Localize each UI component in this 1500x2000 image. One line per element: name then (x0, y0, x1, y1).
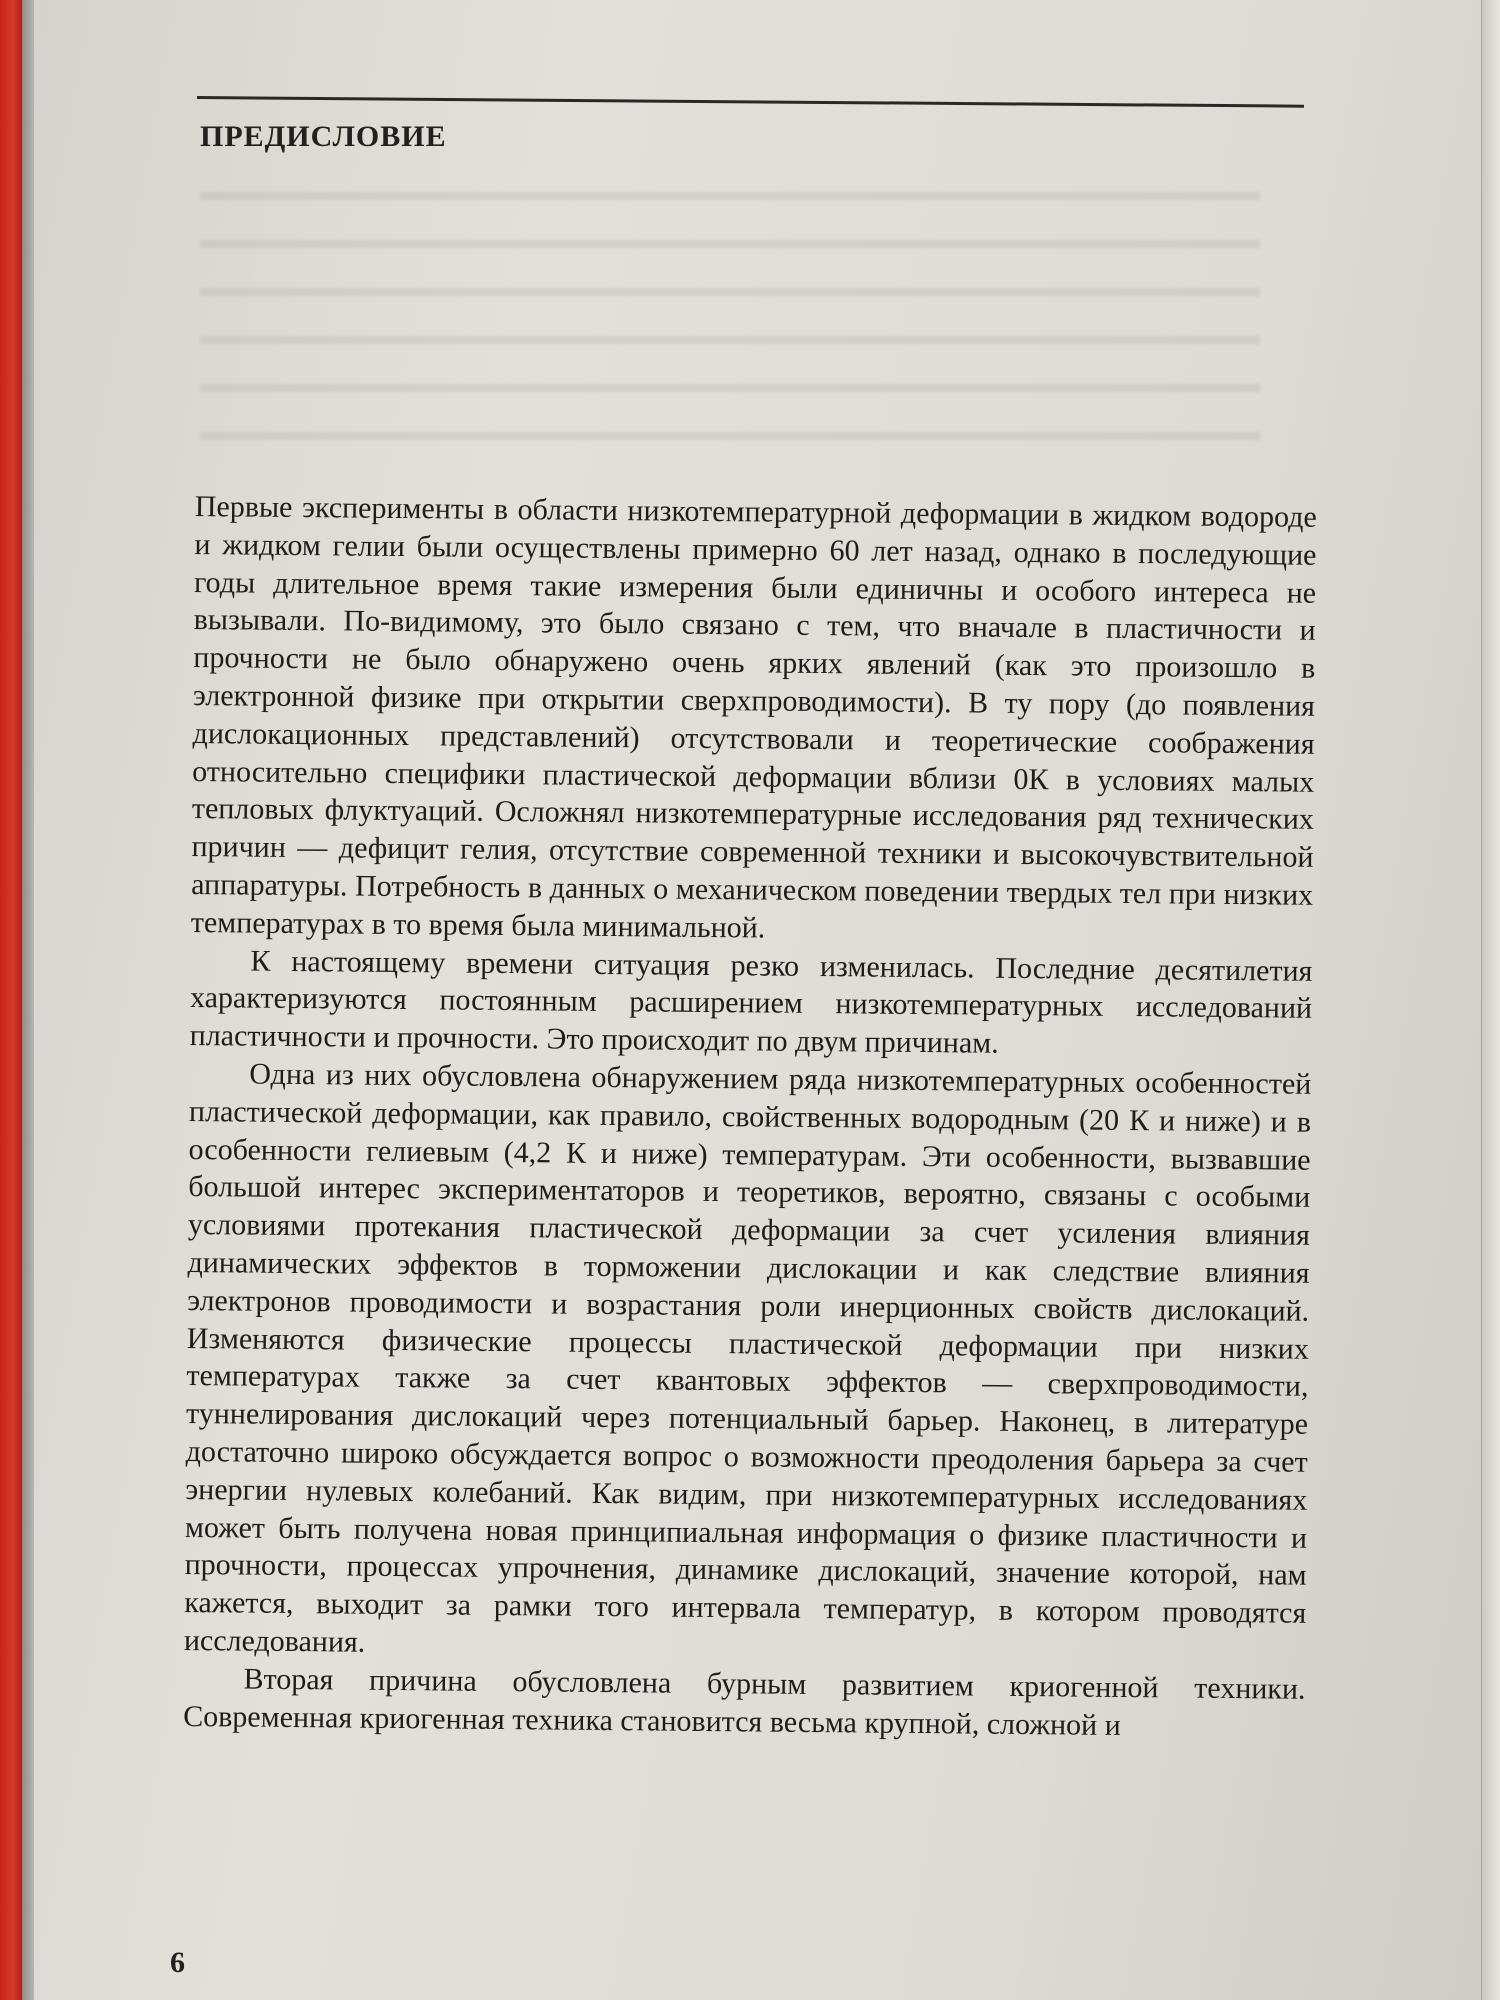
body-text (183, 488, 1317, 1746)
paragraph-4: Вторая причина обусловлена бурным развитием криогенной техники. Современная криогенная техника становится весьма крупной, сложной и (183, 1662, 1306, 1742)
paragraph-3: Одна из них обусловлена обнаружением ряда низкотемпературных особенностей пластической деформации, как правило, свойственных водородным (20 К и ниже) и в особенности гелиевым (4,2 К и ниже) температурам. Эти особенности, вызвавшие большой интерес экспериментаторов и теоретиков, вероятно, связаны с особыми условиями протекания пластической деформации за счет усиления влияния динамических эффектов в торможении дислокации и как следствие влияния электронов проводимости и возрастания роли инерционных свойств дислокаций. Изменяются физические процессы пластической деформации при низких температурах также за счет квантовых эффектов — сверхпроводимости, туннелирования дислокаций через потенциальный барьер. Наконец, в литературе достаточно широко обсуждается вопрос о возможности преодоления барьера за счет энергии нулевых колебаний. Как видим, при низкотемпературных исследованиях может быть получена новая принципиальная информация о физике пластичности и прочности, процессах упрочнения, динамике дислокаций, значение которой, нам кажется, выходит за рамки того интервала температур, в котором проводятся исследования. (183, 1057, 1312, 1659)
page-number: 6 (170, 1946, 185, 1979)
paragraph-2: К настоящему времени ситуация резко изменилась. Последние десятилетия характеризуются постоянным расширением низкотемпературных исследований пластичности и прочности. Это происходит по двум причинам. (189, 944, 1313, 1060)
page-title: ПРЕДИСЛОВИЕ (200, 120, 447, 153)
page-right-edge (1481, 0, 1500, 2000)
show-through-text (200, 170, 1260, 460)
book-cover-edge (0, 0, 22, 2000)
paragraph-1: Первые эксперименты в области низкотемпературной деформации в жидком водороде и жидком гелии были осуществлены примерно 60 лет назад, однако в последующие годы длительное время такие измерения были единичны и особого интереса не вызывали. По-видимому, это было связано с тем, что вначале в пластичности и прочности не было обнаружено очень ярких явлений (как это произошло в электронной физике при открытии сверхпроводимости). В ту пору (до появления дислокационных представлений) отсутствовали и теоретические соображения относительно специфики пластической деформации вблизи 0К в условиях малых тепловых флуктуаций. Осложнял низкотемпературные исследования ряд технических причин — дефицит гелия, отсутствие современной техники и высокочувствительной аппаратуры. Потребность в данных о механическом поведении твердых тел при низких температурах в то время была минимальной. (190, 489, 1317, 945)
